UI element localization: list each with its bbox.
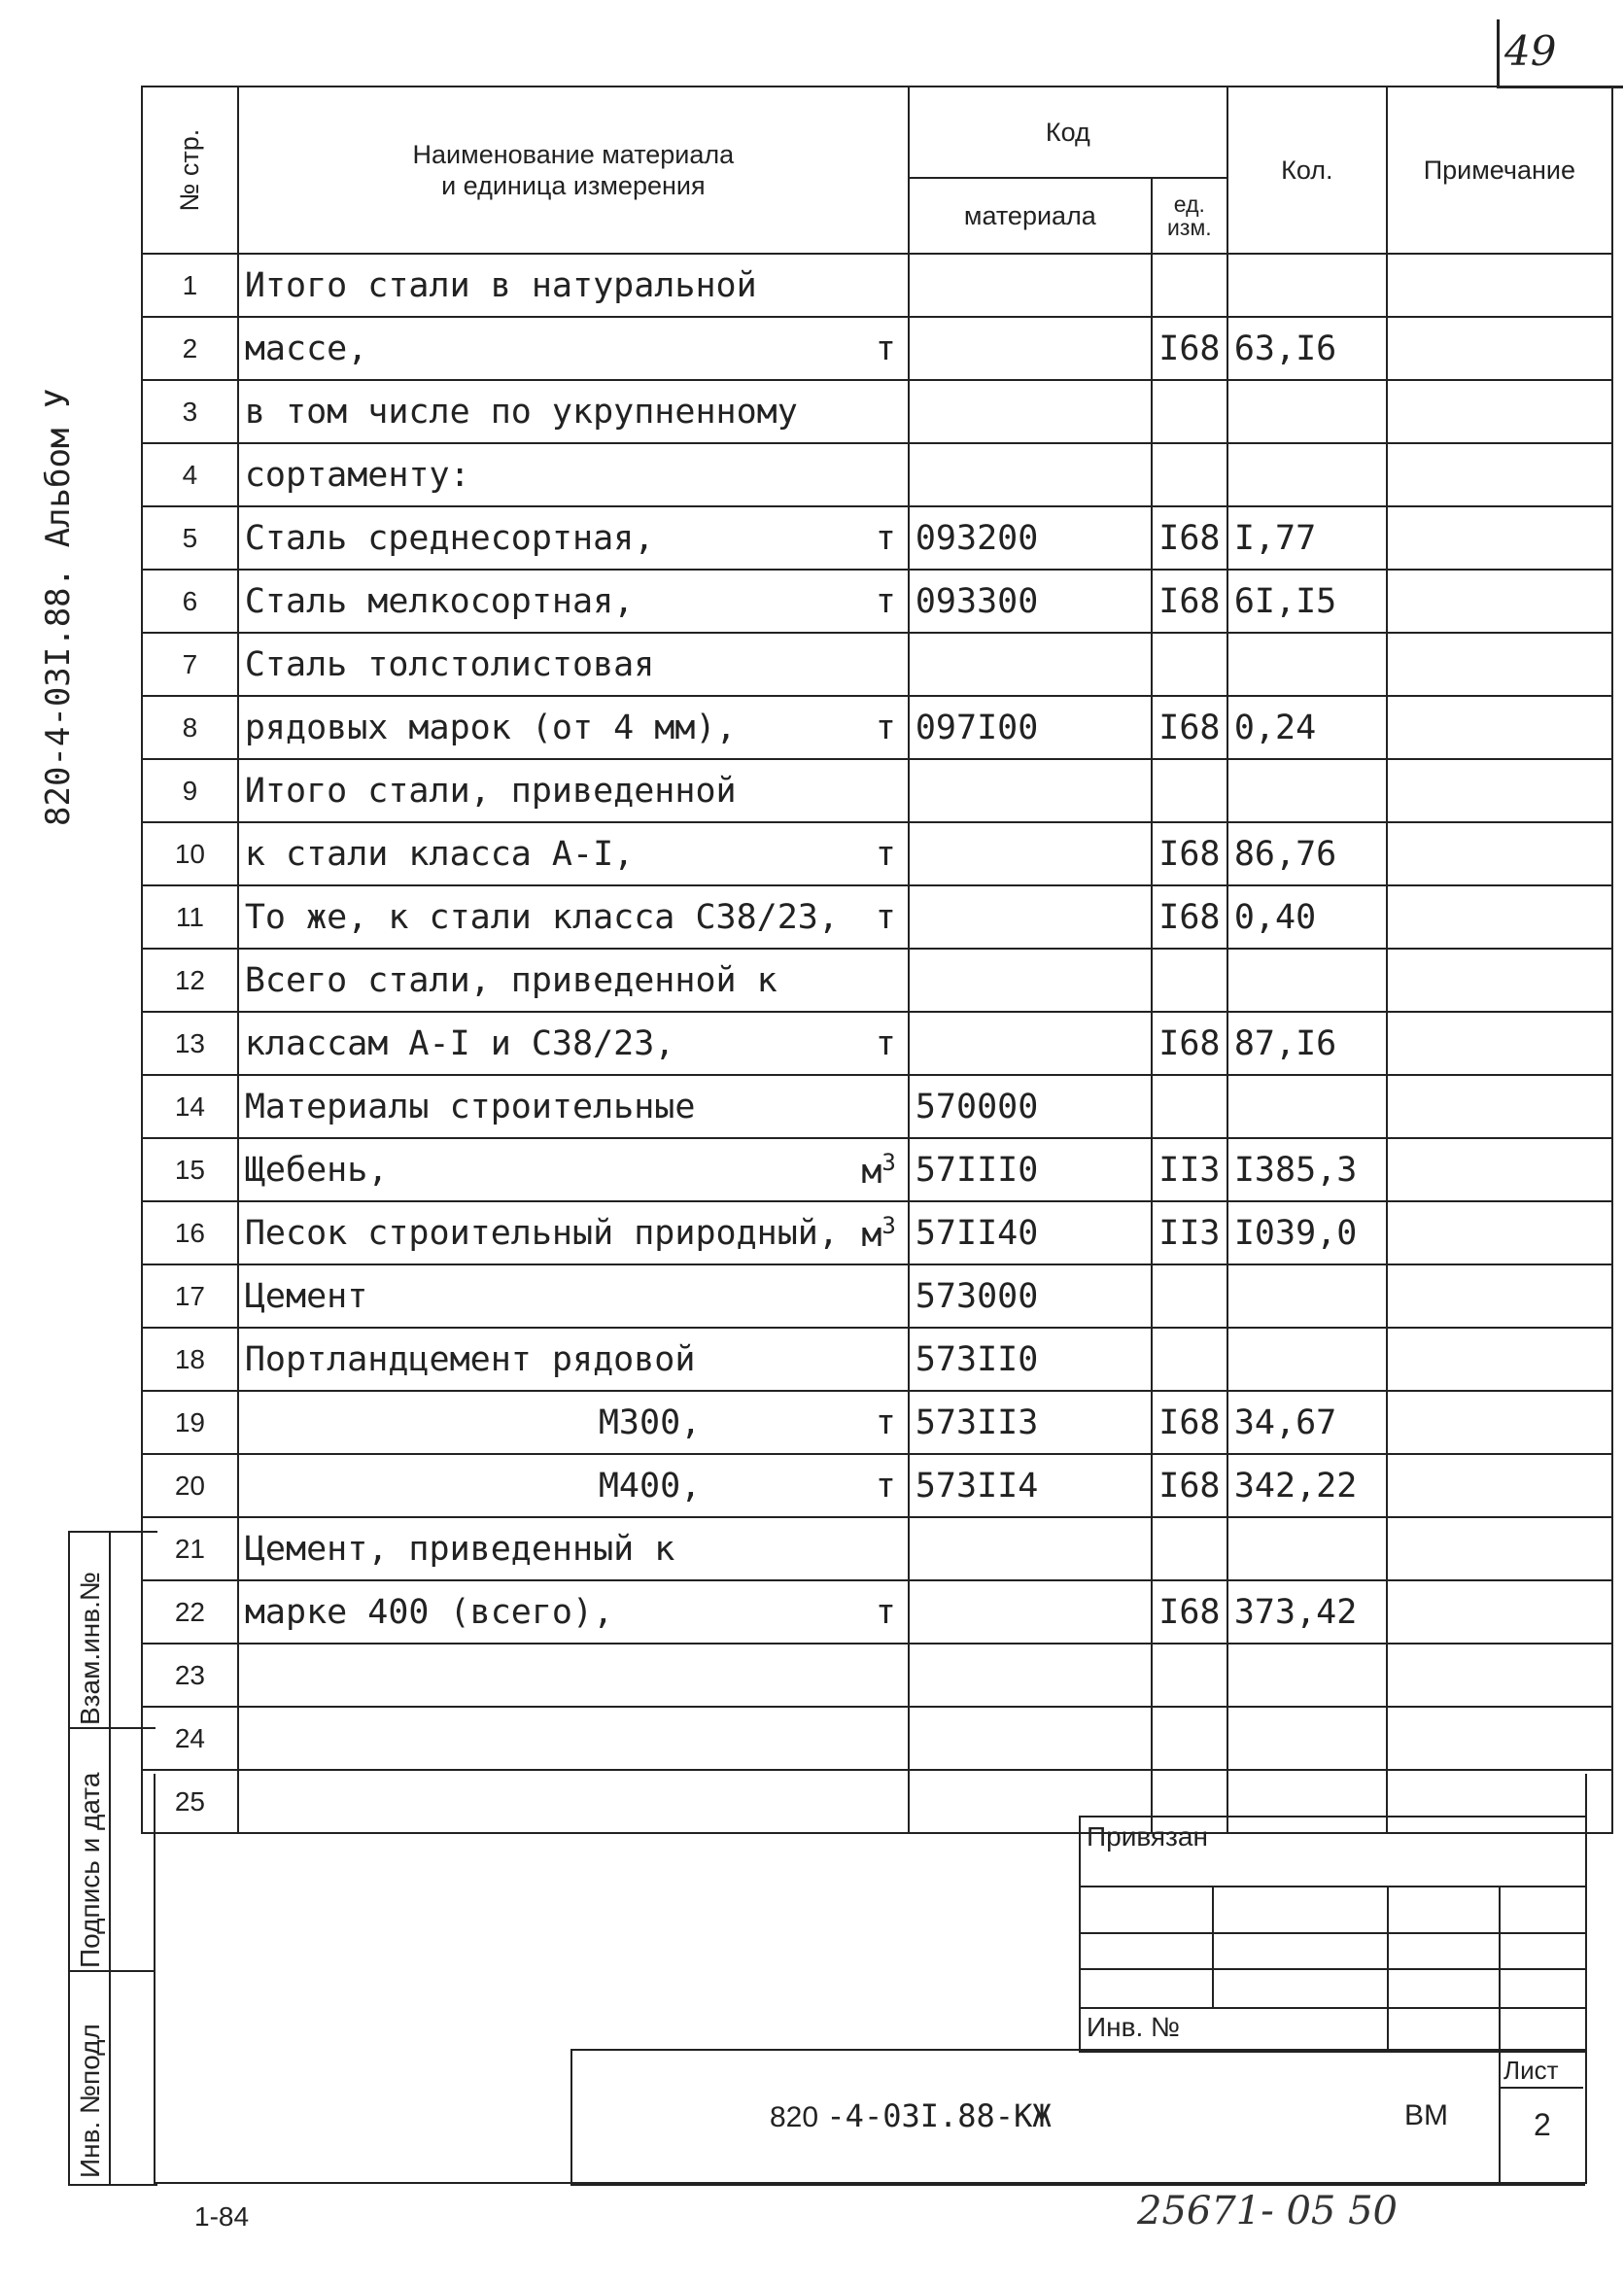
material-name-cell	[238, 1138, 909, 1201]
note	[1387, 1391, 1612, 1454]
material-unit-text: т	[875, 834, 896, 874]
material-name-cell	[238, 570, 909, 633]
quantity: 342,22	[1227, 1454, 1387, 1517]
unit-code: I68	[1152, 696, 1227, 759]
table-row	[142, 696, 1612, 759]
material-unit-text: т	[875, 518, 896, 558]
footer-print-code: 1-84	[194, 2201, 250, 2232]
material-code	[909, 759, 1152, 822]
material-name: Песок строительный природный,	[244, 1213, 839, 1253]
material-name: М400,	[598, 1466, 702, 1506]
table-row	[142, 443, 1612, 506]
unit-code: I68	[1152, 506, 1227, 570]
note	[1387, 1138, 1612, 1201]
material-code: 570000	[909, 1075, 1152, 1138]
material-code	[909, 1644, 1152, 1707]
material-name-cell	[238, 1580, 909, 1644]
material-unit	[876, 329, 896, 368]
material-unit-text: м	[861, 1215, 882, 1255]
row-number: 24	[142, 1707, 238, 1770]
unit-code: II3	[1152, 1138, 1227, 1201]
header-code-material: материала	[909, 178, 1152, 254]
row-number: 22	[142, 1580, 238, 1644]
material-code	[909, 1517, 1152, 1580]
row-number: 21	[142, 1517, 238, 1580]
unit-code	[1152, 443, 1227, 506]
unit-code	[1152, 1075, 1227, 1138]
material-code	[909, 254, 1152, 317]
header-code-unit: ед. изм.	[1152, 178, 1227, 254]
material-unit-text: т	[875, 1592, 896, 1632]
row-number: 6	[142, 570, 238, 633]
material-name-cell	[238, 885, 909, 949]
material-name-cell	[238, 949, 909, 1012]
material-unit-text: м	[861, 1152, 882, 1192]
material-code: 57II40	[909, 1201, 1152, 1264]
table-row	[142, 380, 1612, 443]
table-row	[142, 1391, 1612, 1454]
table-row	[142, 1707, 1612, 1770]
material-code	[909, 949, 1152, 1012]
table-row	[142, 570, 1612, 633]
note	[1387, 885, 1612, 949]
row-number: 2	[142, 317, 238, 380]
material-unit	[876, 835, 896, 874]
material-name-cell	[238, 1707, 909, 1770]
binding-row-line	[1081, 1968, 1585, 1970]
material-code	[909, 885, 1152, 949]
header-name: Наименование материала и единица измерения	[238, 87, 909, 254]
material-name: Итого стали в натуральной	[244, 265, 757, 305]
unit-code: I68	[1152, 317, 1227, 380]
quantity	[1227, 949, 1387, 1012]
quantity: 373,42	[1227, 1580, 1387, 1644]
table-row	[142, 885, 1612, 949]
row-number: 16	[142, 1201, 238, 1264]
quantity: I385,3	[1227, 1138, 1387, 1201]
note	[1387, 317, 1612, 380]
material-unit	[876, 519, 896, 558]
note	[1387, 1454, 1612, 1517]
table-row	[142, 1644, 1612, 1707]
material-name-cell	[238, 1328, 909, 1391]
unit-code	[1152, 380, 1227, 443]
quantity	[1227, 759, 1387, 822]
material-name-cell	[238, 759, 909, 822]
stamp-cell-inv-orig	[70, 1970, 155, 2180]
row-number: 4	[142, 443, 238, 506]
note	[1387, 759, 1612, 822]
material-name: Цемент, приведенный к	[244, 1529, 675, 1569]
material-unit	[861, 1149, 896, 1192]
quantity: 0,40	[1227, 885, 1387, 949]
table-row	[142, 759, 1612, 822]
note	[1387, 822, 1612, 885]
material-unit-exponent: 3	[881, 1211, 896, 1239]
stamp-sign-date: Подпись и дата	[75, 1772, 105, 1968]
quantity: 0,24	[1227, 696, 1387, 759]
note	[1387, 1517, 1612, 1580]
unit-code: I68	[1152, 570, 1227, 633]
material-code: 093200	[909, 506, 1152, 570]
table-row	[142, 633, 1612, 696]
header-qty: Кол.	[1227, 87, 1387, 254]
material-name: Материалы строительные	[244, 1087, 696, 1126]
note	[1387, 443, 1612, 506]
table-row	[142, 317, 1612, 380]
material-code: 573II4	[909, 1454, 1152, 1517]
binding-col-line	[1387, 1886, 1389, 2051]
row-number: 20	[142, 1454, 238, 1517]
quantity	[1227, 1707, 1387, 1770]
quantity	[1227, 633, 1387, 696]
material-unit	[876, 582, 896, 621]
quantity	[1227, 1517, 1387, 1580]
page-number: 49	[1504, 27, 1557, 75]
note	[1387, 1201, 1612, 1264]
unit-code: II3	[1152, 1201, 1227, 1264]
material-code	[909, 443, 1152, 506]
material-unit-text: т	[875, 329, 896, 368]
material-name-cell	[238, 506, 909, 570]
corner-bracket-vertical	[1497, 19, 1500, 87]
material-name: Итого стали, приведенной	[244, 771, 737, 811]
note	[1387, 506, 1612, 570]
material-name: Цемент	[244, 1276, 368, 1316]
material-name: рядовых марок (от 4 мм),	[244, 708, 737, 747]
unit-code	[1152, 1328, 1227, 1391]
material-name: Щебень,	[244, 1150, 389, 1190]
material-unit	[876, 1024, 896, 1063]
material-code	[909, 380, 1152, 443]
material-name-cell	[238, 1012, 909, 1075]
stamp-cell-inv-replace	[70, 1533, 155, 1729]
note	[1387, 1580, 1612, 1644]
material-name-cell	[238, 1075, 909, 1138]
row-number: 17	[142, 1264, 238, 1328]
unit-code	[1152, 1707, 1227, 1770]
material-unit-exponent: 3	[881, 1148, 896, 1176]
table-row	[142, 1264, 1612, 1328]
material-code	[909, 1012, 1152, 1075]
material-name-cell	[238, 633, 909, 696]
material-name: к стали класса А-I,	[244, 834, 635, 874]
header-row-no: № стр.	[142, 87, 238, 254]
bound-label: Привязан	[1087, 1821, 1208, 1852]
material-code	[909, 317, 1152, 380]
quantity: 86,76	[1227, 822, 1387, 885]
binding-col-line	[1212, 1886, 1214, 2007]
unit-code: I68	[1152, 1580, 1227, 1644]
material-name: Портландцемент рядовой	[244, 1339, 696, 1379]
unit-code	[1152, 1517, 1227, 1580]
quantity	[1227, 1264, 1387, 1328]
materials-table	[141, 86, 1613, 1834]
header-code: Код	[909, 87, 1227, 178]
material-name: классам А-I и С38/23,	[244, 1023, 675, 1063]
table-row	[142, 1075, 1612, 1138]
row-number: 8	[142, 696, 238, 759]
row-number: 10	[142, 822, 238, 885]
row-number: 12	[142, 949, 238, 1012]
table-row	[142, 1517, 1612, 1580]
document-code-prefix: 820	[770, 2101, 819, 2133]
note	[1387, 1264, 1612, 1328]
material-name: сортаменту:	[244, 455, 470, 495]
row-number: 1	[142, 254, 238, 317]
side-album-label: 820-4-03I.88. Альбом У	[39, 388, 78, 826]
material-code: 573II3	[909, 1391, 1152, 1454]
material-name-cell	[238, 1454, 909, 1517]
material-name-cell	[238, 1391, 909, 1454]
binding-row-line	[1081, 1886, 1585, 1887]
note	[1387, 696, 1612, 759]
material-name: марке 400 (всего),	[244, 1592, 614, 1632]
note	[1387, 1075, 1612, 1138]
material-code	[909, 822, 1152, 885]
header-note: Примечание	[1387, 87, 1612, 254]
unit-code: I68	[1152, 885, 1227, 949]
left-approval-stamp	[68, 1531, 157, 2186]
material-code: 573000	[909, 1264, 1152, 1328]
row-number: 3	[142, 380, 238, 443]
material-code: 57III0	[909, 1138, 1152, 1201]
note	[1387, 1644, 1612, 1707]
stamp-inv-orig: Инв. №подл	[75, 2024, 105, 2178]
unit-code	[1152, 1644, 1227, 1707]
material-name-cell	[238, 254, 909, 317]
unit-code: I68	[1152, 1391, 1227, 1454]
row-number: 19	[142, 1391, 238, 1454]
unit-code: I68	[1152, 1454, 1227, 1517]
material-name: То же, к стали класса С38/23,	[244, 897, 839, 937]
material-name-cell	[238, 822, 909, 885]
document-code-number: -4-03I.88-КЖ	[826, 2097, 1052, 2134]
material-unit-text: т	[875, 581, 896, 621]
stamp-inv-replace: Взам.инв.№	[75, 1572, 105, 1725]
material-name-cell	[238, 1644, 909, 1707]
table-row	[142, 254, 1612, 317]
row-number: 7	[142, 633, 238, 696]
table-row	[142, 1328, 1612, 1391]
material-name-cell	[238, 380, 909, 443]
material-unit	[876, 1467, 896, 1506]
material-name-cell	[238, 696, 909, 759]
note	[1387, 633, 1612, 696]
material-code: 573II0	[909, 1328, 1152, 1391]
unit-code: I68	[1152, 1012, 1227, 1075]
material-unit	[876, 1403, 896, 1442]
material-unit-text: т	[875, 1023, 896, 1063]
binding-row-line	[1081, 1932, 1585, 1934]
row-number: 25	[142, 1770, 238, 1833]
material-name: Сталь среднесортная,	[244, 518, 655, 558]
quantity: I039,0	[1227, 1201, 1387, 1264]
unit-code	[1152, 759, 1227, 822]
table-row	[142, 506, 1612, 570]
table-row	[142, 1138, 1612, 1201]
row-number: 23	[142, 1644, 238, 1707]
binding-col-line	[1499, 1886, 1501, 2051]
document-code	[770, 2097, 1052, 2134]
material-unit-text: т	[875, 1466, 896, 1506]
material-name-cell	[238, 317, 909, 380]
note	[1387, 380, 1612, 443]
row-number: 15	[142, 1138, 238, 1201]
note	[1387, 1012, 1612, 1075]
quantity: 63,I6	[1227, 317, 1387, 380]
unit-code	[1152, 1264, 1227, 1328]
unit-code	[1152, 949, 1227, 1012]
table-row	[142, 1580, 1612, 1644]
material-name-cell	[238, 443, 909, 506]
table-row	[142, 822, 1612, 885]
material-code	[909, 1580, 1152, 1644]
row-number: 5	[142, 506, 238, 570]
material-name: массе,	[244, 329, 368, 368]
row-number: 11	[142, 885, 238, 949]
row-number: 13	[142, 1012, 238, 1075]
note	[1387, 949, 1612, 1012]
note	[1387, 1707, 1612, 1770]
quantity	[1227, 380, 1387, 443]
sheet-number: 2	[1534, 2107, 1551, 2142]
unit-code: I68	[1152, 822, 1227, 885]
binding-row-line	[1081, 2007, 1585, 2009]
quantity	[1227, 1328, 1387, 1391]
footer-handwritten-number: 25671- 05 50	[1137, 2189, 1398, 2233]
table-row	[142, 1012, 1612, 1075]
material-unit	[876, 898, 896, 937]
material-name-cell	[238, 1517, 909, 1580]
note	[1387, 1328, 1612, 1391]
quantity	[1227, 254, 1387, 317]
sheet-type: ВМ	[1404, 2099, 1448, 2131]
row-number: 18	[142, 1328, 238, 1391]
sheet-divider	[1499, 2087, 1583, 2089]
material-unit	[861, 1212, 896, 1255]
quantity	[1227, 1075, 1387, 1138]
stamp-cell-sign-date	[70, 1727, 155, 1972]
material-name: Всего стали, приведенной к	[244, 960, 777, 1000]
quantity: I,77	[1227, 506, 1387, 570]
material-code: 093300	[909, 570, 1152, 633]
material-name: Сталь толстолистовая	[244, 644, 655, 684]
material-name: Сталь мелкосортная,	[244, 581, 635, 621]
material-code: 097I00	[909, 696, 1152, 759]
quantity	[1227, 443, 1387, 506]
material-unit	[876, 1593, 896, 1632]
material-code	[909, 633, 1152, 696]
inv-number-label: Инв. №	[1087, 2012, 1181, 2042]
row-number: 14	[142, 1075, 238, 1138]
material-name-cell	[238, 1264, 909, 1328]
material-unit-text: т	[875, 897, 896, 937]
material-name: в том числе по укрупненному	[244, 392, 798, 432]
material-code	[909, 1707, 1152, 1770]
material-name-cell	[238, 1201, 909, 1264]
quantity: 87,I6	[1227, 1012, 1387, 1075]
note	[1387, 254, 1612, 317]
row-number: 9	[142, 759, 238, 822]
quantity: 6I,I5	[1227, 570, 1387, 633]
note	[1387, 570, 1612, 633]
unit-code	[1152, 633, 1227, 696]
table-row	[142, 1201, 1612, 1264]
quantity: 34,67	[1227, 1391, 1387, 1454]
table-row	[142, 1454, 1612, 1517]
quantity	[1227, 1644, 1387, 1707]
material-unit-text: т	[875, 708, 896, 747]
sheet-label: Лист	[1503, 2056, 1559, 2085]
material-name: М300,	[598, 1402, 702, 1442]
material-unit-text: т	[875, 1402, 896, 1442]
table-row	[142, 949, 1612, 1012]
unit-code	[1152, 254, 1227, 317]
material-unit	[876, 709, 896, 747]
